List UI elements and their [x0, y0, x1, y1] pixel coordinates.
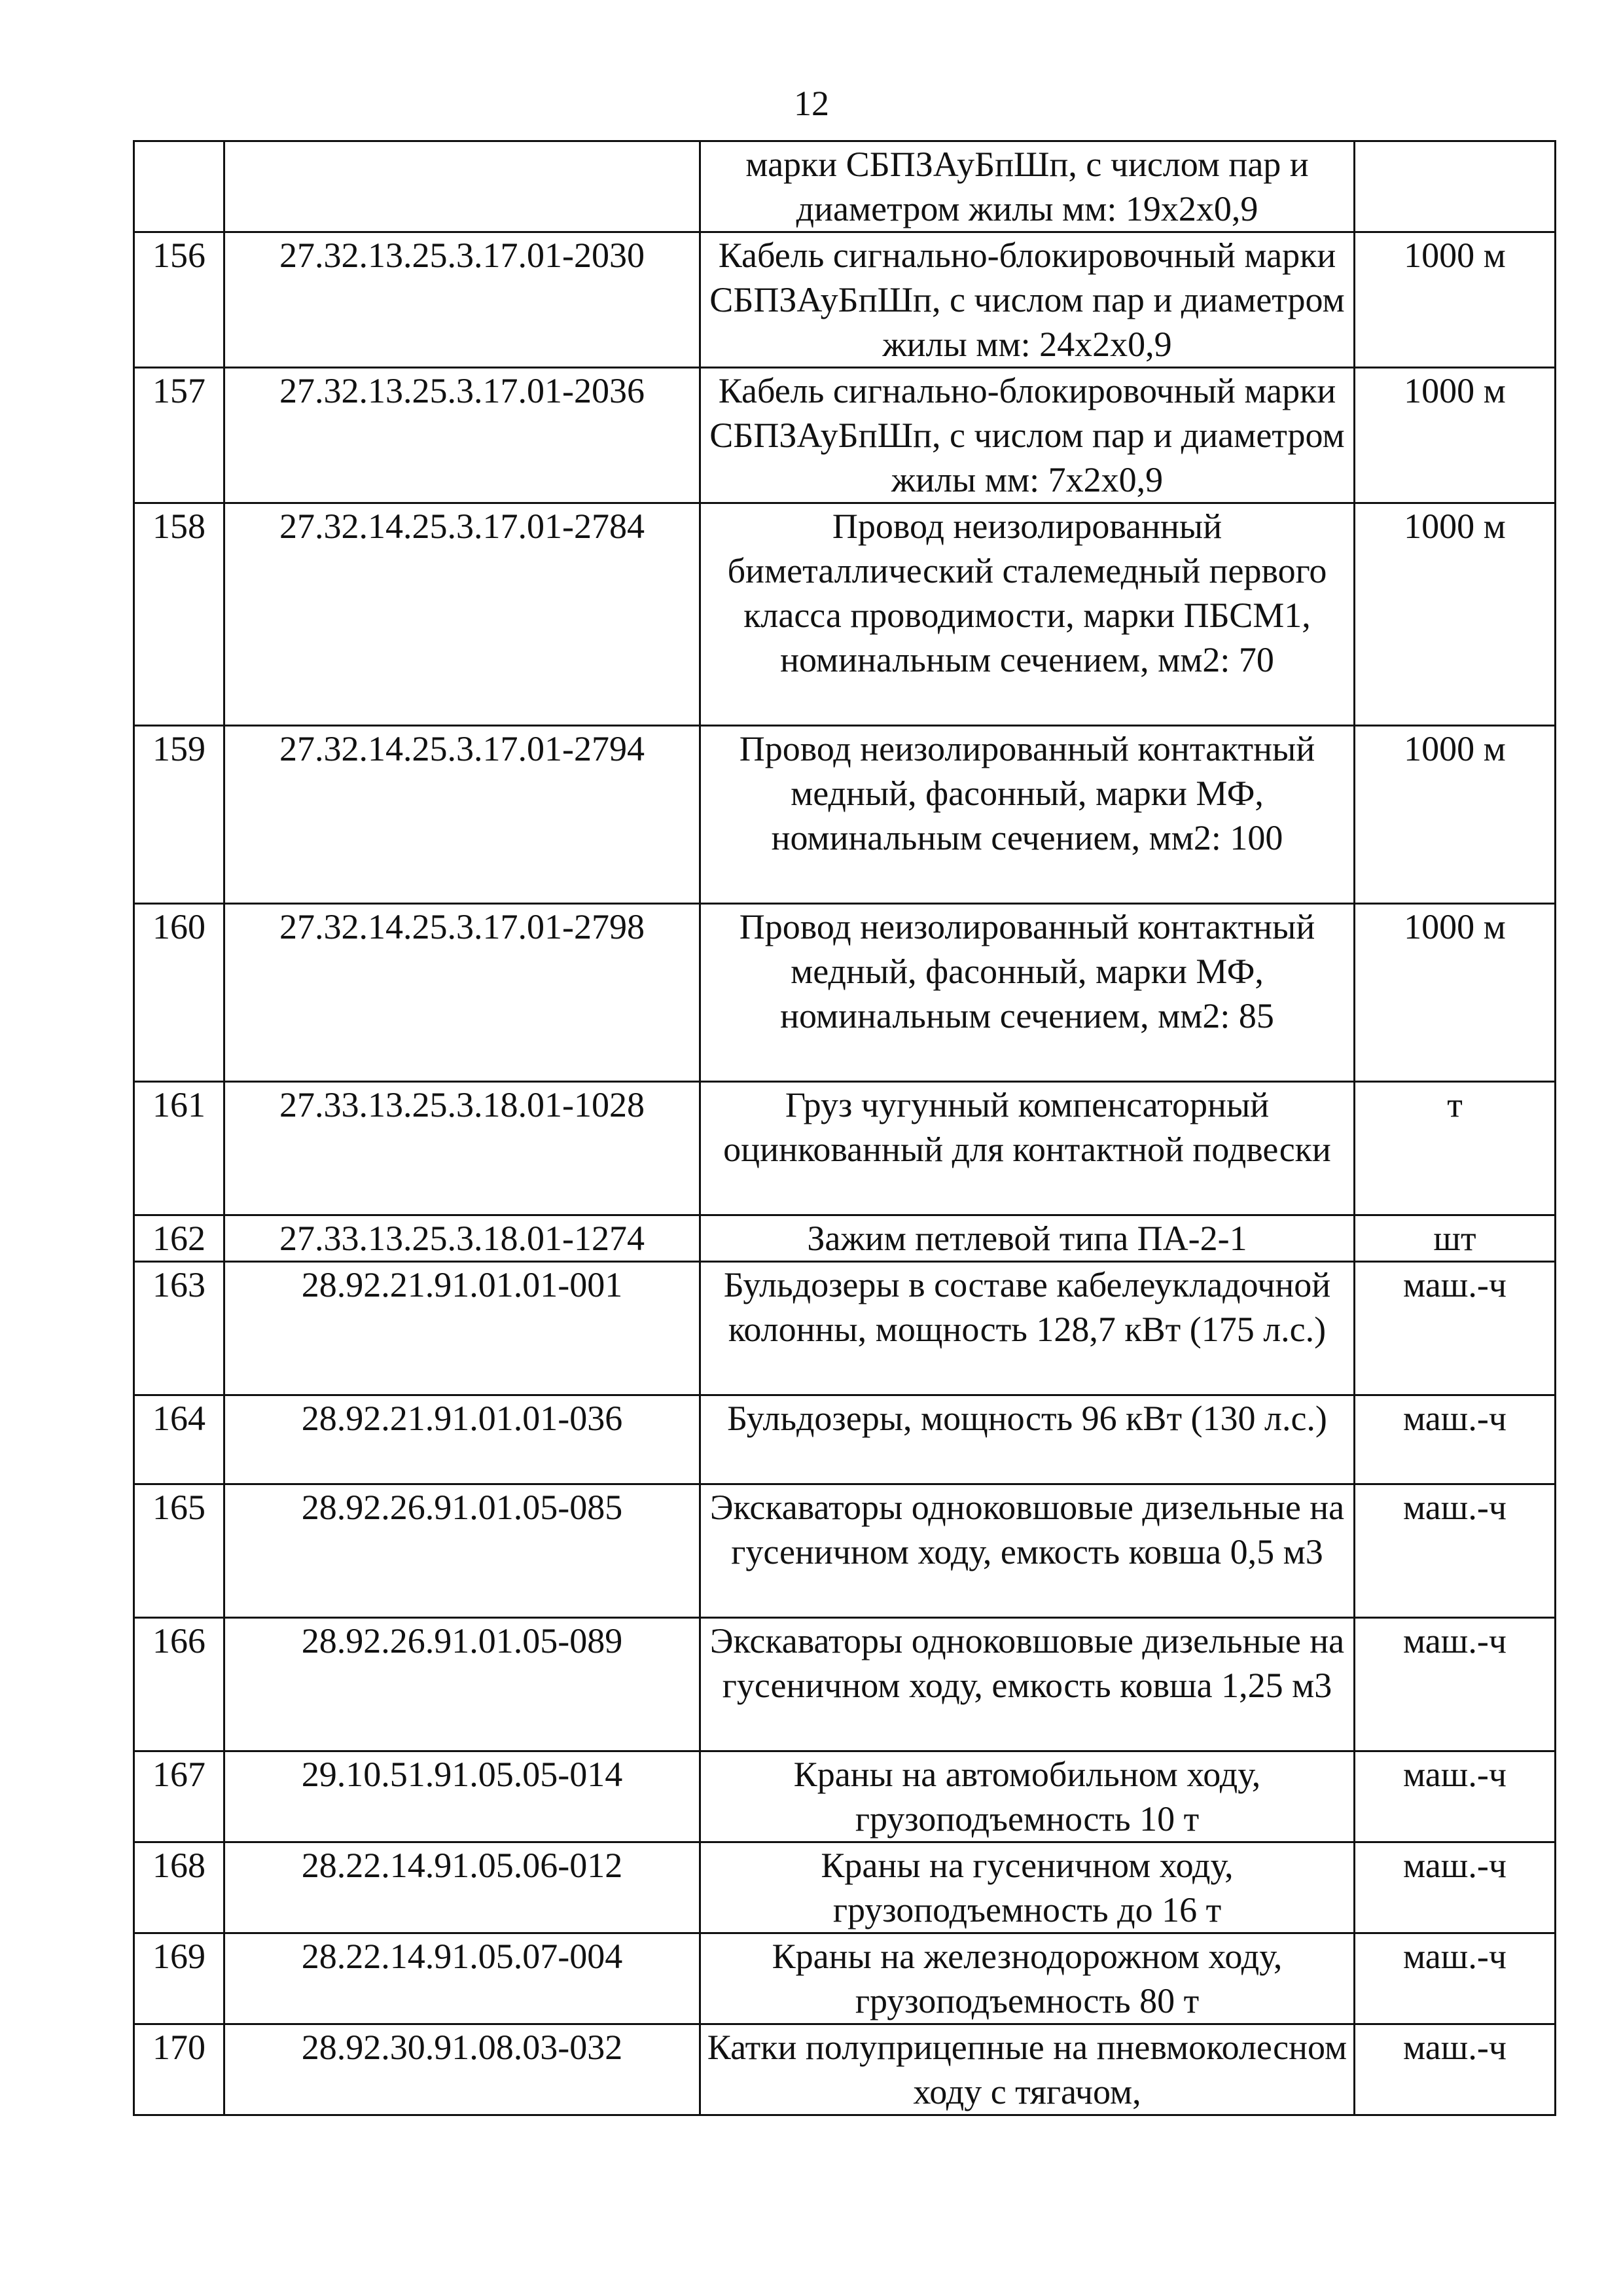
resource-code: 27.32.13.25.3.17.01-2030 [224, 232, 700, 368]
table-row [134, 1395, 1556, 1484]
table-row [134, 1215, 1556, 1262]
row-number: 168 [134, 1842, 224, 1933]
table-row [134, 368, 1556, 503]
unit-of-measure: маш.-ч [1355, 1262, 1556, 1395]
row-number: 164 [134, 1395, 224, 1484]
unit-of-measure: 1000 м [1355, 368, 1556, 503]
resource-code: 27.32.13.25.3.17.01-2036 [224, 368, 700, 503]
resource-code: 27.32.14.25.3.17.01-2798 [224, 904, 700, 1082]
resource-name: Кабель сигнально-блокировочный марки СБПЗАуБпШп, с числом пар и диаметром жилы мм: 7х2х0,9 [700, 368, 1355, 503]
table-row [134, 1933, 1556, 2024]
table-row [134, 904, 1556, 1082]
table-row [134, 1484, 1556, 1618]
resource-name: Кабель сигнально-блокировочный марки СБПЗАуБпШп, с числом пар и диаметром жилы мм: 24х2х0,9 [700, 232, 1355, 368]
row-number [134, 141, 224, 232]
table-row [134, 1842, 1556, 1933]
table-row [134, 141, 1556, 232]
table-row [134, 2024, 1556, 2115]
unit-of-measure: 1000 м [1355, 503, 1556, 726]
unit-of-measure: маш.-ч [1355, 1751, 1556, 1842]
resource-name: Катки полуприцепные на пневмоколесном ходу с тягачом, [700, 2024, 1355, 2115]
unit-of-measure: маш.-ч [1355, 1395, 1556, 1484]
resource-name: марки СБПЗАуБпШп, с числом пар и диаметром жилы мм: 19х2х0,9 [700, 141, 1355, 232]
resource-code: 28.22.14.91.05.07-004 [224, 1933, 700, 2024]
resource-name: Краны на автомобильном ходу, грузоподъемность 10 т [700, 1751, 1355, 1842]
unit-of-measure: маш.-ч [1355, 1618, 1556, 1751]
row-number: 161 [134, 1082, 224, 1215]
resource-name: Груз чугунный компенсаторный оцинкованный для контактной подвески [700, 1082, 1355, 1215]
resource-code: 27.32.14.25.3.17.01-2784 [224, 503, 700, 726]
resource-name: Экскаваторы одноковшовые дизельные на гусеничном ходу, емкость ковша 1,25 м3 [700, 1618, 1355, 1751]
unit-of-measure: маш.-ч [1355, 1484, 1556, 1618]
unit-of-measure: 1000 м [1355, 232, 1556, 368]
row-number: 156 [134, 232, 224, 368]
resource-name: Экскаваторы одноковшовые дизельные на гусеничном ходу, емкость ковша 0,5 м3 [700, 1484, 1355, 1618]
resource-name: Провод неизолированный контактный медный, фасонный, марки МФ, номинальным сечением, мм2: 85 [700, 904, 1355, 1082]
page-number: 12 [794, 84, 829, 123]
resource-code: 29.10.51.91.05.05-014 [224, 1751, 700, 1842]
row-number: 158 [134, 503, 224, 726]
unit-of-measure: 1000 м [1355, 904, 1556, 1082]
resource-table [133, 140, 1556, 2116]
unit-of-measure: шт [1355, 1215, 1556, 1262]
resource-code: 28.92.21.91.01.01-001 [224, 1262, 700, 1395]
resource-table-body [134, 141, 1556, 2115]
resource-name: Краны на гусеничном ходу, грузоподъемность до 16 т [700, 1842, 1355, 1933]
resource-code: 28.92.26.91.01.05-085 [224, 1484, 700, 1618]
table-row [134, 1262, 1556, 1395]
table-row [134, 1082, 1556, 1215]
row-number: 162 [134, 1215, 224, 1262]
table-row [134, 1751, 1556, 1842]
table-row [134, 503, 1556, 726]
unit-of-measure [1355, 141, 1556, 232]
table-row [134, 726, 1556, 904]
resource-code: 28.92.30.91.08.03-032 [224, 2024, 700, 2115]
row-number: 163 [134, 1262, 224, 1395]
row-number: 165 [134, 1484, 224, 1618]
resource-code: 27.33.13.25.3.18.01-1028 [224, 1082, 700, 1215]
resource-name: Провод неизолированный биметаллический сталемедный первого класса проводимости, марки ПБСМ1, номинальным сечением, мм2: 70 [700, 503, 1355, 726]
row-number: 157 [134, 368, 224, 503]
unit-of-measure: 1000 м [1355, 726, 1556, 904]
row-number: 167 [134, 1751, 224, 1842]
table-row [134, 1618, 1556, 1751]
unit-of-measure: маш.-ч [1355, 2024, 1556, 2115]
resource-code: 28.92.26.91.01.05-089 [224, 1618, 700, 1751]
unit-of-measure: маш.-ч [1355, 1933, 1556, 2024]
resource-name: Краны на железнодорожном ходу, грузоподъемность 80 т [700, 1933, 1355, 2024]
resource-code [224, 141, 700, 232]
resource-code: 28.22.14.91.05.06-012 [224, 1842, 700, 1933]
resource-code: 28.92.21.91.01.01-036 [224, 1395, 700, 1484]
table-row [134, 232, 1556, 368]
resource-name: Зажим петлевой типа ПА-2-1 [700, 1215, 1355, 1262]
row-number: 170 [134, 2024, 224, 2115]
resource-code: 27.32.14.25.3.17.01-2794 [224, 726, 700, 904]
resource-name: Бульдозеры в составе кабелеукладочной колонны, мощность 128,7 кВт (175 л.с.) [700, 1262, 1355, 1395]
unit-of-measure: маш.-ч [1355, 1842, 1556, 1933]
row-number: 169 [134, 1933, 224, 2024]
row-number: 159 [134, 726, 224, 904]
resource-name: Бульдозеры, мощность 96 кВт (130 л.с.) [700, 1395, 1355, 1484]
row-number: 166 [134, 1618, 224, 1751]
row-number: 160 [134, 904, 224, 1082]
unit-of-measure: т [1355, 1082, 1556, 1215]
resource-name: Провод неизолированный контактный медный, фасонный, марки МФ, номинальным сечением, мм2: 100 [700, 726, 1355, 904]
resource-code: 27.33.13.25.3.18.01-1274 [224, 1215, 700, 1262]
